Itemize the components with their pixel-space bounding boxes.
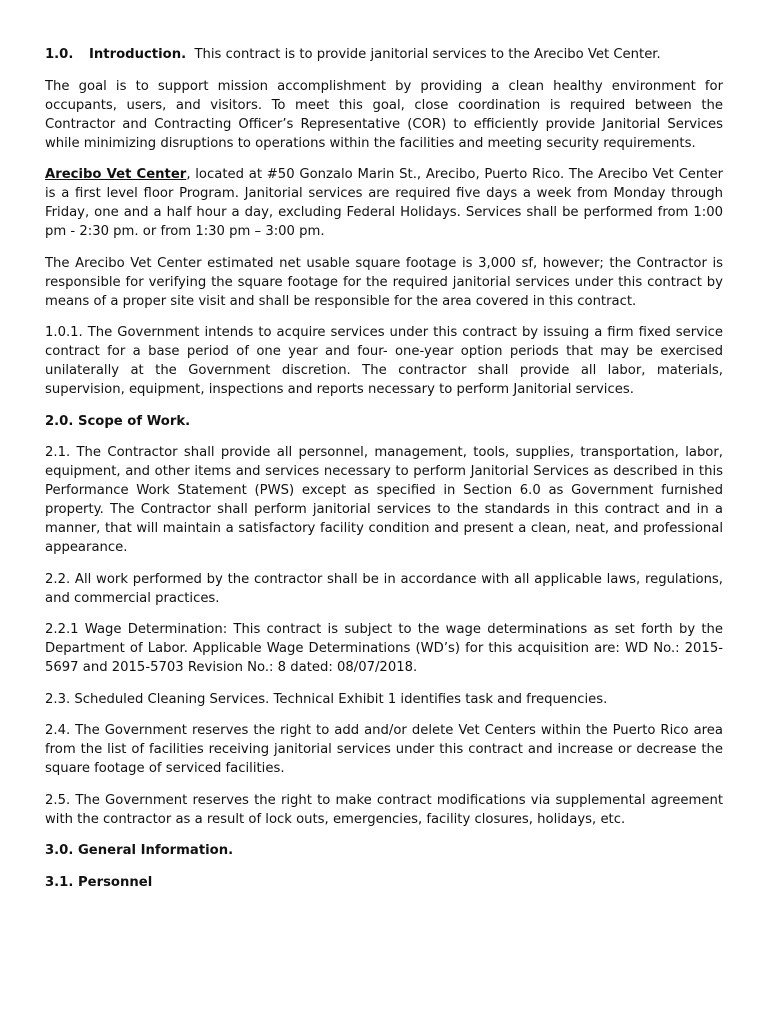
introduction-text: This contract is to provide janitorial services to the Arecibo Vet Center. (194, 47, 661, 62)
location-name: Arecibo Vet Center (45, 167, 187, 182)
square-footage-paragraph: The Arecibo Vet Center estimated net usable square footage is 3,000 sf, however; the Contractor is responsible for verifying the square footage for the required janitorial services under this contract by means of a proper site visit and shall be responsible for the area covered in this contract. (45, 255, 723, 309)
section-2-2-paragraph: 2.2. All work performed by the contractor shall be in accordance with all applicable laws, regulations, and commercial practices. (45, 571, 723, 606)
section-1-0-1-paragraph: 1.0.1. The Government intends to acquire services under this contract by issuing a firm fixed service contract for a base period of one year and four- one-year option periods that may be exercised unilaterally at the Government discretion. The contractor shall provide all labor, materials, supervision, equipment, inspections and reports necessary to perform Janitorial services. (45, 325, 723, 397)
section-2-1-paragraph: 2.1. The Contractor shall provide all personnel, management, tools, supplies, transportation, labor, equipment, and other items and services necessary to perform Janitorial Services as described in this Performance Work Statement (PWS) except as specified in Section 6.0 as Government furnished property. The Contractor shall perform janitorial services to the standards in this contract and in a manner, that will maintain a satisfactory facility condition and present a clean, neat, and professional appearance. (45, 445, 723, 555)
location-paragraph (45, 165, 723, 241)
introduction-title: Introduction. (89, 47, 187, 62)
introduction-number: 1.0. (45, 47, 74, 62)
section-2-5-paragraph: 2.5. The Government reserves the right to make contract modifications via supplemental agreement with the contractor as a result of lock outs, emergencies, facility closures, holidays, etc. (45, 792, 723, 827)
goal-paragraph: The goal is to support mission accomplishment by providing a clean healthy environment for occupants, users, and visitors. To meet this goal, close coordination is required between the Contractor and Contracting Officer’s Representative (COR) to efficiently provide Janitorial Services while minimizing disruptions to operations within the facilities and meeting security requirements. (45, 78, 723, 151)
scope-of-work-heading: 2.0. Scope of Work. (45, 413, 191, 429)
section-2-3-paragraph: 2.3. Scheduled Cleaning Services. Technical Exhibit 1 identifies task and frequencies. (45, 691, 608, 707)
section-2-4-paragraph: 2.4. The Government reserves the right to add and/or delete Vet Centers within the Puerto Rico area from the list of facilities receiving janitorial services under this contract and increase or decrease the square footage of serviced facilities. (45, 723, 723, 776)
section-2-2-1-paragraph: 2.2.1 Wage Determination: This contract is subject to the wage determinations as set forth by the Department of Labor. Applicable Wage Determinations (WD’s) for this acquisition are: WD No.: 2015-5697 and 2015-5703 Revision No.: 8 dated: 08/07/2018. (45, 622, 723, 675)
location-text: , located at #50 Gonzalo Marin St., Arecibo, Puerto Rico. The Arecibo Vet Center is a first level floor Program. Janitorial services are required five days a week from Monday through Friday, one and a half hour a day, excluding Federal Holidays. Services shall be performed from 1:00 pm - 2:30 pm. or from 1:30 pm – 3:00 pm. (45, 167, 723, 239)
introduction-paragraph (45, 45, 723, 64)
personnel-heading: 3.1. Personnel (45, 874, 153, 890)
general-information-heading: 3.0. General Information. (45, 843, 234, 858)
document-page (45, 45, 723, 904)
